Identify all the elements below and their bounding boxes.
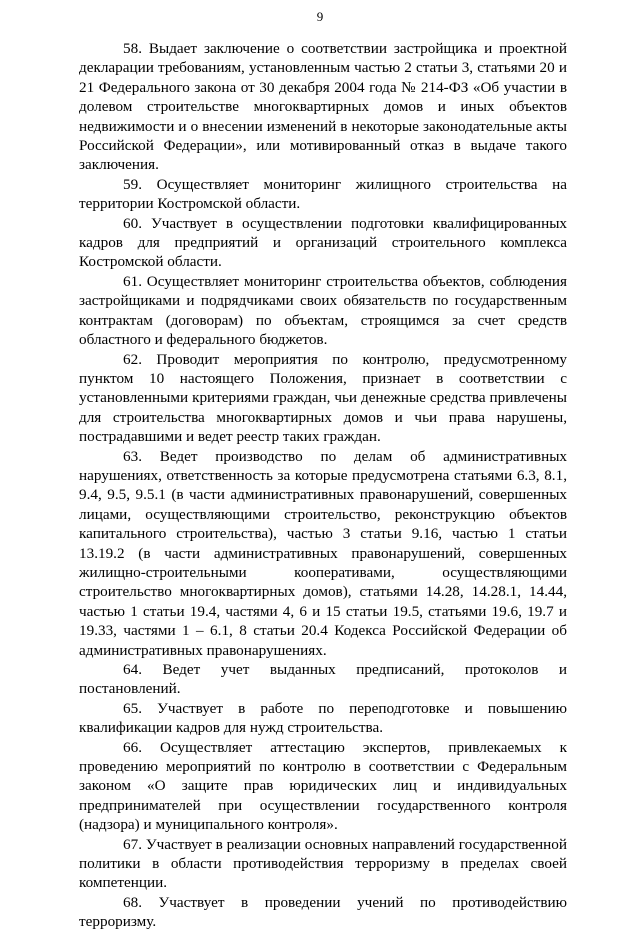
paragraph-60: 60. Участвует в осуществлении подготовки квалифицированных кадров для предприятий и организаций строительного комплекса Костромской области. [79, 214, 567, 271]
paragraph-61: 61. Осуществляет мониторинг строительства объектов, соблюдения застройщиками и подрядчиками своих обязательств по государственным контрактам (договорам) по объектам, строящимся за счет средств областного и федерального бюджетов. [79, 272, 567, 349]
paragraph-62: 62. Проводит мероприятия по контролю, предусмотренному пунктом 10 настоящего Положения, признает в соответствии с установленными критериями граждан, чьи денежные средства привлечены для строительства многоквартирных домов и чьи права нарушены, пострадавшими и ведет реестр таких граждан. [79, 350, 567, 446]
paragraph-59: 59. Осуществляет мониторинг жилищного строительства на территории Костромской области. [79, 175, 567, 213]
document-body [79, 39, 567, 932]
page-number: 9 [316, 9, 324, 24]
paragraph-67: 67. Участвует в реализации основных направлений государственной политики в области противодействия терроризму в пределах своей компетенции. [79, 835, 567, 892]
paragraph-66: 66. Осуществляет аттестацию экспертов, привлекаемых к проведению мероприятий по контролю в соответствии с Федеральным законом «О защите прав юридических лиц и индивидуальных предпринимателей при осуществлении государственного контроля (надзора) и муниципального контроля». [79, 738, 567, 834]
paragraph-68: 68. Участвует в проведении учений по противодействию терроризму. [79, 893, 567, 931]
paragraph-58: 58. Выдает заключение о соответствии застройщика и проектной декларации требованиям, установленным частью 2 статьи 3, статьями 20 и 21 Федерального закона от 30 декабря 2004 года № 214-ФЗ «Об участии в долевом строительстве многоквартирных домов и иных объектов недвижимости и о внесении изменений в некоторые законодательные акты Российской Федерации», или мотивированный отказ в выдаче такого заключения. [79, 40, 567, 174]
paragraph-64: 64. Ведет учет выданных предписаний, протоколов и постановлений. [79, 661, 567, 698]
paragraph-63: 63. Ведет производство по делам об административных нарушениях, ответственность за которые предусмотрена статьями 6.3, 8.1, 9.4, 9.5, 9.5.1 (в части административных правонарушений, совершенных лицами, осуществляющими строительство, реконструкцию объектов капитального строительства), частью 3 статьи 9.16, частью 1 статьи 13.19.2 (в части административных правонарушений, совершенных жилищно-строительными кооперативами, осуществляющими строительство многоквартирных домов), статьями 14.28, 14.28.1, 14.44, частью 1 статьи 19.4, частями 4, 6 и 15 статьи 19.5, статьями 19.6, 19.7 и 19.33, частями 1 – 6.1, 8 статьи 20.4 Кодекса Российской Федерации об административных правонарушениях. [79, 447, 567, 659]
paragraph-65: 65. Участвует в работе по переподготовке и повышению квалификации кадров для нужд строительства. [79, 699, 567, 737]
